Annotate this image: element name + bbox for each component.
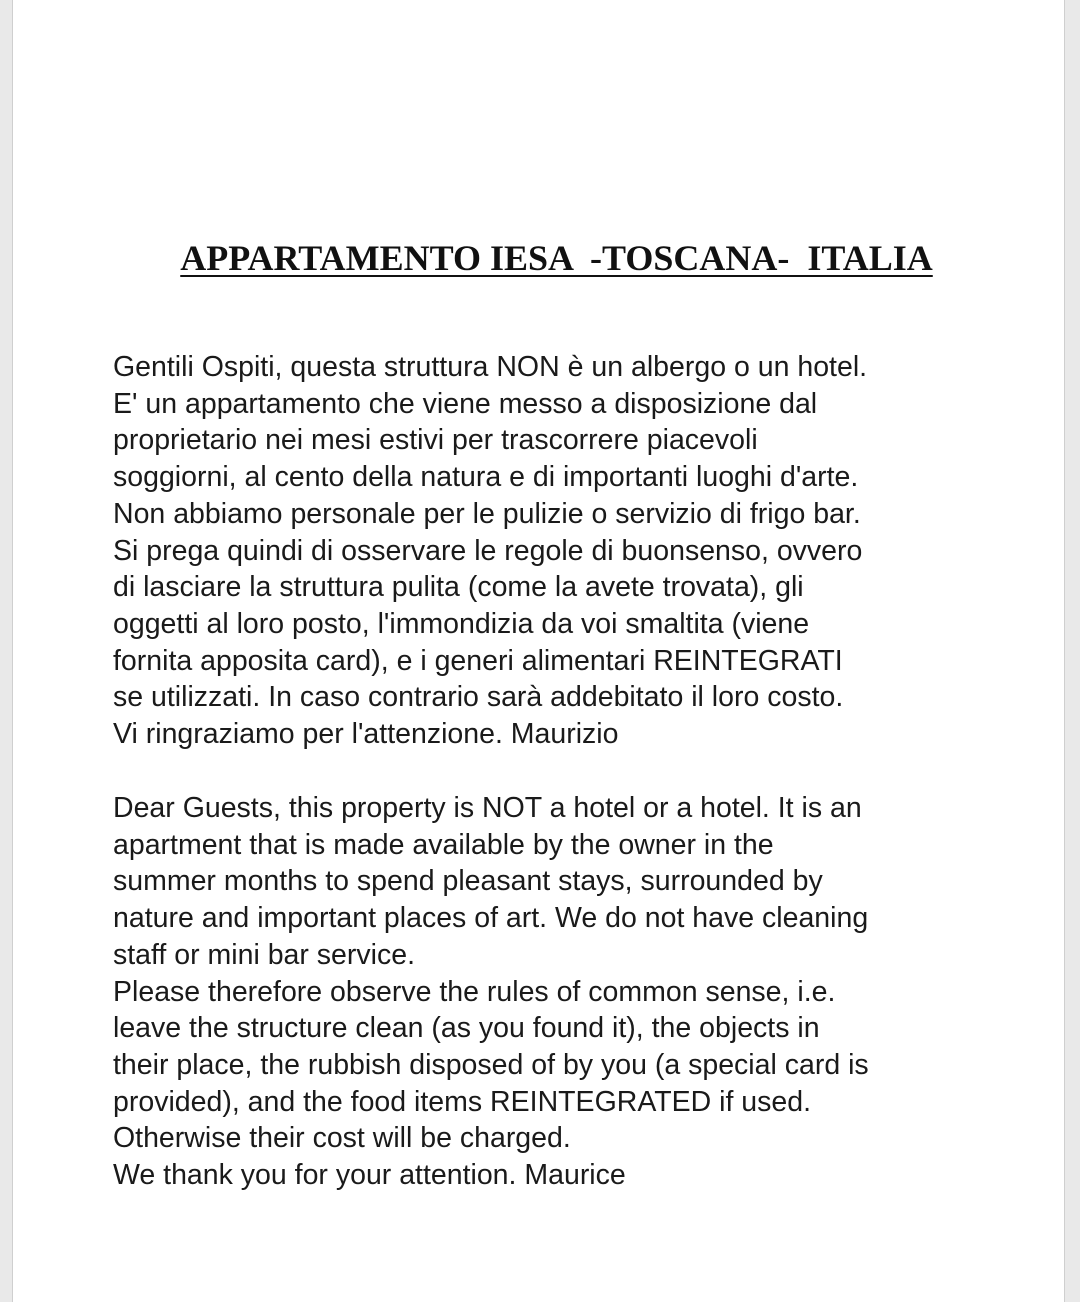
text-line: provided), and the food items REINTEGRATED if used.	[113, 1085, 812, 1118]
text-line: their place, the rubbish disposed of by you (a special card is	[113, 1048, 869, 1081]
text-line: se utilizzati. In caso contrario sarà addebitato il loro costo.	[113, 681, 844, 714]
page-title	[13, 192, 1066, 324]
text-line: Gentili Ospiti, questa struttura NON è un albergo o un hotel.	[113, 351, 868, 383]
text-line: staff or mini bar service.	[113, 938, 415, 971]
text-line: summer months to spend pleasant stays, surrounded by	[113, 865, 823, 898]
text-line: leave the structure clean (as you found it), the objects in	[113, 1012, 820, 1045]
text-line: Vi ringraziamo per l'attenzione. Maurizio	[113, 718, 619, 751]
text-line: We thank you for your attention. Maurice	[113, 1159, 626, 1192]
text-line: Dear Guests, this property is NOT a hotel or a hotel. It is an	[113, 792, 862, 824]
document-page	[12, 0, 1065, 1302]
title-text: APPARTAMENTO IESA -TOSCANA- ITALIA	[180, 238, 933, 278]
text-line: apartment that is made available by the owner in the	[113, 828, 774, 861]
text-line: nature and important places of art. We do not have cleaning	[113, 902, 869, 935]
english-paragraph	[113, 790, 1013, 1194]
text-line: Non abbiamo personale per le pulizie o servizio di frigo bar.	[113, 497, 861, 530]
text-line: soggiorni, al cento della natura e di importanti luoghi d'arte.	[113, 461, 859, 494]
text-line: fornita apposita card), e i generi alimentari REINTEGRATI	[113, 644, 843, 677]
text-line: oggetti al loro posto, l'immondizia da voi smaltita (viene	[113, 607, 810, 640]
text-line: di lasciare la struttura pulita (come la avete trovata), gli	[113, 571, 804, 604]
italian-paragraph	[113, 349, 1013, 753]
text-line: proprietario nei mesi estivi per trascorrere piacevoli	[113, 424, 758, 457]
text-line: Please therefore observe the rules of common sense, i.e.	[113, 975, 836, 1008]
text-line: Si prega quindi di osservare le regole di buonsenso, ovvero	[113, 534, 863, 567]
text-line: Otherwise their cost will be charged.	[113, 1122, 571, 1155]
text-line: E' un appartamento che viene messo a disposizione dal	[113, 387, 818, 420]
